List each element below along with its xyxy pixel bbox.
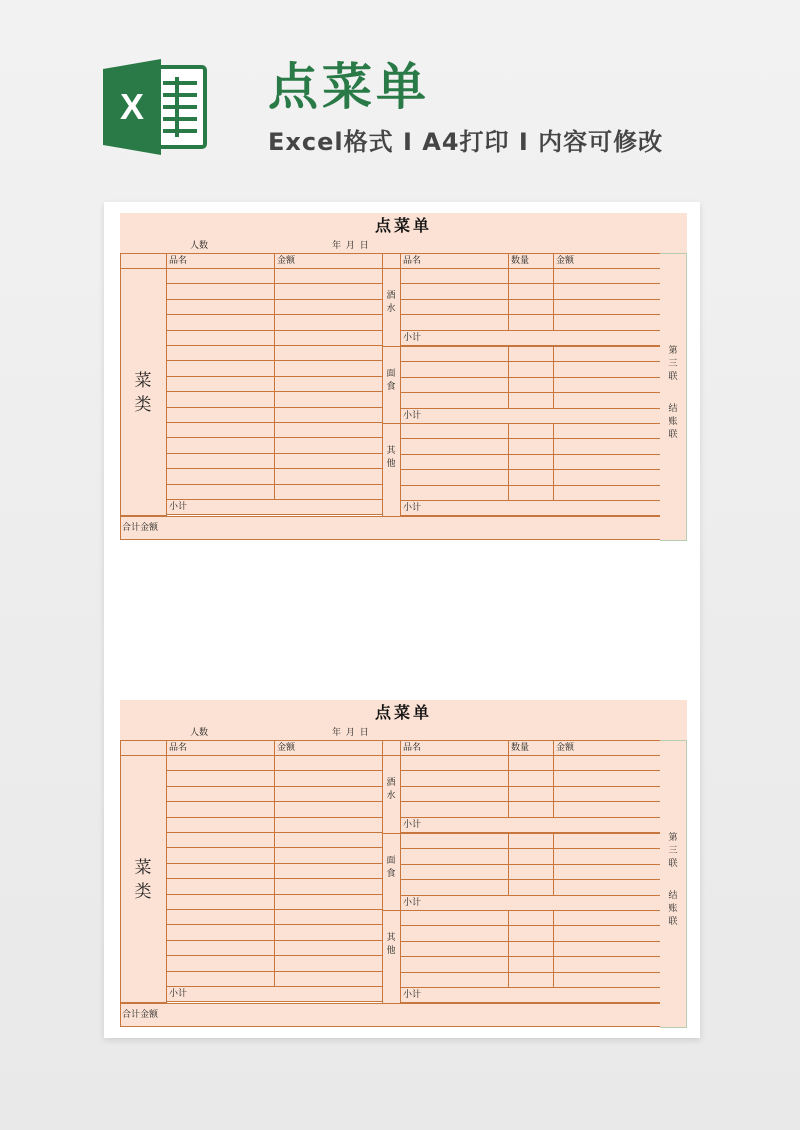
order-line-qty-input[interactable]: [508, 925, 554, 941]
order-line-item-input[interactable]: [400, 283, 509, 299]
order-line-qty-input[interactable]: [508, 314, 554, 330]
copy-label-strip: [660, 253, 687, 541]
order-line-item-input[interactable]: [166, 863, 275, 879]
order-line-amount-input[interactable]: [274, 268, 383, 284]
order-line-amount-input[interactable]: [274, 940, 383, 956]
order-line-amount-input[interactable]: [553, 956, 661, 972]
order-line-item-input[interactable]: [400, 392, 509, 408]
order-line-amount-input[interactable]: [553, 833, 661, 849]
column-header-item: 品名: [169, 256, 188, 266]
order-line-amount-input[interactable]: [274, 407, 383, 423]
order-line-amount-input[interactable]: [553, 801, 661, 817]
order-line-amount-input[interactable]: [274, 847, 383, 863]
copy-number-label: 第三联: [668, 346, 678, 382]
column-header-amount: 金额: [277, 256, 296, 266]
order-line-qty-input[interactable]: [508, 972, 554, 988]
order-line-qty-input[interactable]: [508, 956, 554, 972]
order-line-amount-input[interactable]: [274, 924, 383, 940]
excel-logo-icon: [103, 59, 209, 155]
order-line-amount-input[interactable]: [553, 438, 661, 454]
order-line-item-input[interactable]: [400, 469, 509, 485]
order-line-item-input[interactable]: [166, 955, 275, 971]
subtotal-noodles-label: 小计: [403, 897, 422, 908]
subtotal-drinks-label: 小计: [403, 819, 422, 830]
order-line-item-input[interactable]: [400, 346, 509, 362]
subtotal-drinks-label: 小计: [403, 332, 422, 343]
subtotal-other-label: 小计: [403, 990, 422, 1000]
column-header-item: 品名: [169, 743, 188, 753]
order-line-item-input[interactable]: [400, 879, 509, 895]
header-cell-divider: [382, 740, 401, 756]
order-line-amount-input[interactable]: [553, 786, 661, 802]
page-subtitle: Excel格式 I A4打印 I 内容可修改: [268, 128, 664, 156]
order-line-qty-input[interactable]: [508, 833, 554, 849]
order-line-amount-input[interactable]: [553, 770, 661, 786]
order-grid: [120, 740, 687, 1028]
order-line-item-input[interactable]: [400, 755, 509, 771]
order-line-item-input[interactable]: [166, 453, 275, 469]
order-line-amount-input[interactable]: [553, 361, 661, 377]
order-line-qty-input[interactable]: [508, 770, 554, 786]
column-header-amount-right: 金额: [556, 256, 575, 266]
header-cell-blank: [120, 740, 167, 756]
order-line-amount-input[interactable]: [553, 469, 661, 485]
subtotal-cell: [400, 817, 661, 833]
order-line-amount-input[interactable]: [274, 894, 383, 910]
order-line-item-input[interactable]: [166, 484, 275, 500]
order-line-item-input[interactable]: [166, 437, 275, 453]
order-line-amount-input[interactable]: [553, 864, 661, 880]
people-count-label: 人数: [190, 241, 209, 251]
column-header-amount-right: 金额: [556, 743, 575, 753]
copy-number-label: 第三联: [668, 833, 678, 869]
total-row: [120, 516, 661, 540]
order-grid: [120, 253, 687, 541]
order-line-amount-input[interactable]: [274, 376, 383, 392]
order-line-item-input[interactable]: [400, 956, 509, 972]
order-line-item-input[interactable]: [166, 894, 275, 910]
order-line-item-input[interactable]: [166, 847, 275, 863]
order-line-item-input[interactable]: [166, 786, 275, 802]
order-line-item-input[interactable]: [166, 770, 275, 786]
category-other-label: 其他: [386, 446, 396, 469]
subtotal-left-label: 小计: [169, 989, 188, 999]
column-header-item-right: 品名: [403, 256, 422, 266]
page-title: 点菜单: [268, 58, 430, 116]
category-other-label: 其他: [386, 933, 396, 956]
order-line-item-input[interactable]: [166, 909, 275, 925]
total-amount-label: 合计金额: [122, 523, 159, 533]
order-line-amount-input[interactable]: [274, 770, 383, 786]
order-line-amount-input[interactable]: [553, 454, 661, 470]
order-line-qty-input[interactable]: [508, 864, 554, 880]
order-line-qty-input[interactable]: [508, 438, 554, 454]
order-line-amount-input[interactable]: [553, 910, 661, 926]
order-line-qty-input[interactable]: [508, 283, 554, 299]
order-line-qty-input[interactable]: [508, 848, 554, 864]
header-cell-blank: [120, 253, 167, 269]
order-line-amount-input[interactable]: [553, 941, 661, 957]
copy-label-strip: [660, 740, 687, 1028]
order-line-item-input[interactable]: [400, 910, 509, 926]
order-line-amount-input[interactable]: [274, 955, 383, 971]
column-header-qty: 数量: [511, 256, 530, 266]
column-header-amount: 金额: [277, 743, 296, 753]
order-line-amount-input[interactable]: [274, 299, 383, 315]
order-line-item-input[interactable]: [166, 468, 275, 484]
order-line-item-input[interactable]: [400, 314, 509, 330]
order-line-amount-input[interactable]: [274, 909, 383, 925]
order-form: [120, 700, 687, 1040]
order-line-item-input[interactable]: [400, 423, 509, 439]
column-header-qty: 数量: [511, 743, 530, 753]
order-line-amount-input[interactable]: [553, 925, 661, 941]
order-line-amount-input[interactable]: [274, 453, 383, 469]
order-line-qty-input[interactable]: [508, 454, 554, 470]
order-line-item-input[interactable]: [166, 345, 275, 361]
order-line-item-input[interactable]: [166, 330, 275, 346]
people-count-label: 人数: [190, 728, 209, 738]
order-line-item-input[interactable]: [166, 268, 275, 284]
order-line-amount-input[interactable]: [553, 392, 661, 408]
order-line-amount-input[interactable]: [274, 283, 383, 299]
date-label: 年 月 日: [332, 728, 370, 738]
order-line-amount-input[interactable]: [553, 485, 661, 501]
order-line-item-input[interactable]: [166, 817, 275, 833]
order-line-qty-input[interactable]: [508, 910, 554, 926]
subtotal-cell: [400, 500, 661, 516]
order-line-qty-input[interactable]: [508, 485, 554, 501]
form-title: 点菜单: [374, 216, 432, 235]
order-line-item-input[interactable]: [400, 361, 509, 377]
column-header-item-right: 品名: [403, 743, 422, 753]
subtotal-left-label: 小计: [169, 502, 188, 512]
order-line-amount-input[interactable]: [274, 755, 383, 771]
order-line-item-input[interactable]: [400, 864, 509, 880]
order-line-item-input[interactable]: [166, 801, 275, 817]
category-noodles-label: 面食: [386, 856, 396, 879]
order-line-amount-input[interactable]: [274, 437, 383, 453]
order-line-item-input[interactable]: [166, 283, 275, 299]
subtotal-cell: [400, 408, 661, 424]
order-line-amount-input[interactable]: [274, 330, 383, 346]
order-line-item-input[interactable]: [400, 268, 509, 284]
copy-purpose-label: 结账联: [668, 891, 678, 927]
order-line-amount-input[interactable]: [553, 283, 661, 299]
order-line-amount-input[interactable]: [274, 832, 383, 848]
category-drinks-label: 酒水: [386, 291, 396, 314]
order-line-amount-input[interactable]: [274, 971, 383, 987]
order-line-item-input[interactable]: [400, 925, 509, 941]
order-line-amount-input[interactable]: [274, 878, 383, 894]
order-line-item-input[interactable]: [400, 377, 509, 393]
category-drinks-label: 酒水: [386, 778, 396, 801]
order-line-item-input[interactable]: [400, 941, 509, 957]
date-label: 年 月 日: [332, 241, 370, 251]
form-header: [120, 213, 687, 254]
order-line-amount-input[interactable]: [553, 423, 661, 439]
order-line-amount-input[interactable]: [553, 314, 661, 330]
order-line-item-input[interactable]: [166, 314, 275, 330]
order-line-amount-input[interactable]: [274, 314, 383, 330]
order-line-amount-input[interactable]: [274, 360, 383, 376]
order-line-item-input[interactable]: [166, 360, 275, 376]
order-line-amount-input[interactable]: [553, 377, 661, 393]
order-line-amount-input[interactable]: [553, 299, 661, 315]
total-row: [120, 1003, 661, 1027]
order-line-amount-input[interactable]: [553, 755, 661, 771]
category-dishes-label: 菜类: [134, 371, 152, 415]
order-line-item-input[interactable]: [166, 407, 275, 423]
subtotal-cell: [400, 987, 661, 1003]
order-line-qty-input[interactable]: [508, 469, 554, 485]
order-line-qty-input[interactable]: [508, 268, 554, 284]
order-line-amount-input[interactable]: [274, 801, 383, 817]
order-line-amount-input[interactable]: [553, 879, 661, 895]
order-line-amount-input[interactable]: [274, 345, 383, 361]
order-line-amount-input[interactable]: [274, 468, 383, 484]
order-line-item-input[interactable]: [166, 422, 275, 438]
order-line-item-input[interactable]: [166, 391, 275, 407]
order-line-qty-input[interactable]: [508, 801, 554, 817]
order-line-amount-input[interactable]: [553, 972, 661, 988]
order-line-amount-input[interactable]: [553, 268, 661, 284]
order-line-item-input[interactable]: [400, 848, 509, 864]
order-line-item-input[interactable]: [400, 770, 509, 786]
category-noodles-label: 面食: [386, 369, 396, 392]
order-line-qty-input[interactable]: [508, 423, 554, 439]
order-line-item-input[interactable]: [166, 299, 275, 315]
order-line-qty-input[interactable]: [508, 941, 554, 957]
order-line-item-input[interactable]: [166, 878, 275, 894]
subtotal-left-cell: [166, 499, 383, 515]
subtotal-cell: [400, 895, 661, 911]
subtotal-noodles-label: 小计: [403, 410, 422, 421]
order-line-qty-input[interactable]: [508, 299, 554, 315]
copy-purpose-label: 结账联: [668, 404, 678, 440]
order-line-qty-input[interactable]: [508, 346, 554, 362]
order-form: [120, 213, 687, 553]
order-line-qty-input[interactable]: [508, 755, 554, 771]
order-line-amount-input[interactable]: [274, 391, 383, 407]
order-line-amount-input[interactable]: [274, 786, 383, 802]
order-line-amount-input[interactable]: [274, 422, 383, 438]
order-line-item-input[interactable]: [400, 299, 509, 315]
order-line-amount-input[interactable]: [274, 817, 383, 833]
order-line-item-input[interactable]: [166, 376, 275, 392]
order-line-amount-input[interactable]: [274, 863, 383, 879]
header-cell-divider: [382, 253, 401, 269]
order-line-item-input[interactable]: [400, 786, 509, 802]
order-line-amount-input[interactable]: [274, 484, 383, 500]
category-dishes-label: 菜类: [134, 858, 152, 902]
order-line-item-input[interactable]: [166, 832, 275, 848]
total-amount-label: 合计金额: [122, 1010, 159, 1020]
subtotal-left-cell: [166, 986, 383, 1002]
order-line-item-input[interactable]: [400, 972, 509, 988]
order-line-item-input[interactable]: [166, 971, 275, 987]
subtotal-other-label: 小计: [403, 503, 422, 513]
order-line-item-input[interactable]: [400, 485, 509, 501]
order-line-item-input[interactable]: [400, 454, 509, 470]
order-line-item-input[interactable]: [400, 833, 509, 849]
order-line-item-input[interactable]: [166, 940, 275, 956]
form-header: [120, 700, 687, 741]
order-line-item-input[interactable]: [400, 801, 509, 817]
order-line-item-input[interactable]: [166, 924, 275, 940]
order-line-amount-input[interactable]: [553, 346, 661, 362]
svg-text:X: X: [119, 86, 145, 127]
order-line-qty-input[interactable]: [508, 786, 554, 802]
order-line-qty-input[interactable]: [508, 392, 554, 408]
order-line-qty-input[interactable]: [508, 361, 554, 377]
order-line-qty-input[interactable]: [508, 377, 554, 393]
subtotal-cell: [400, 330, 661, 346]
order-line-amount-input[interactable]: [553, 848, 661, 864]
order-line-item-input[interactable]: [166, 755, 275, 771]
order-line-item-input[interactable]: [400, 438, 509, 454]
order-line-qty-input[interactable]: [508, 879, 554, 895]
form-title: 点菜单: [374, 703, 432, 722]
